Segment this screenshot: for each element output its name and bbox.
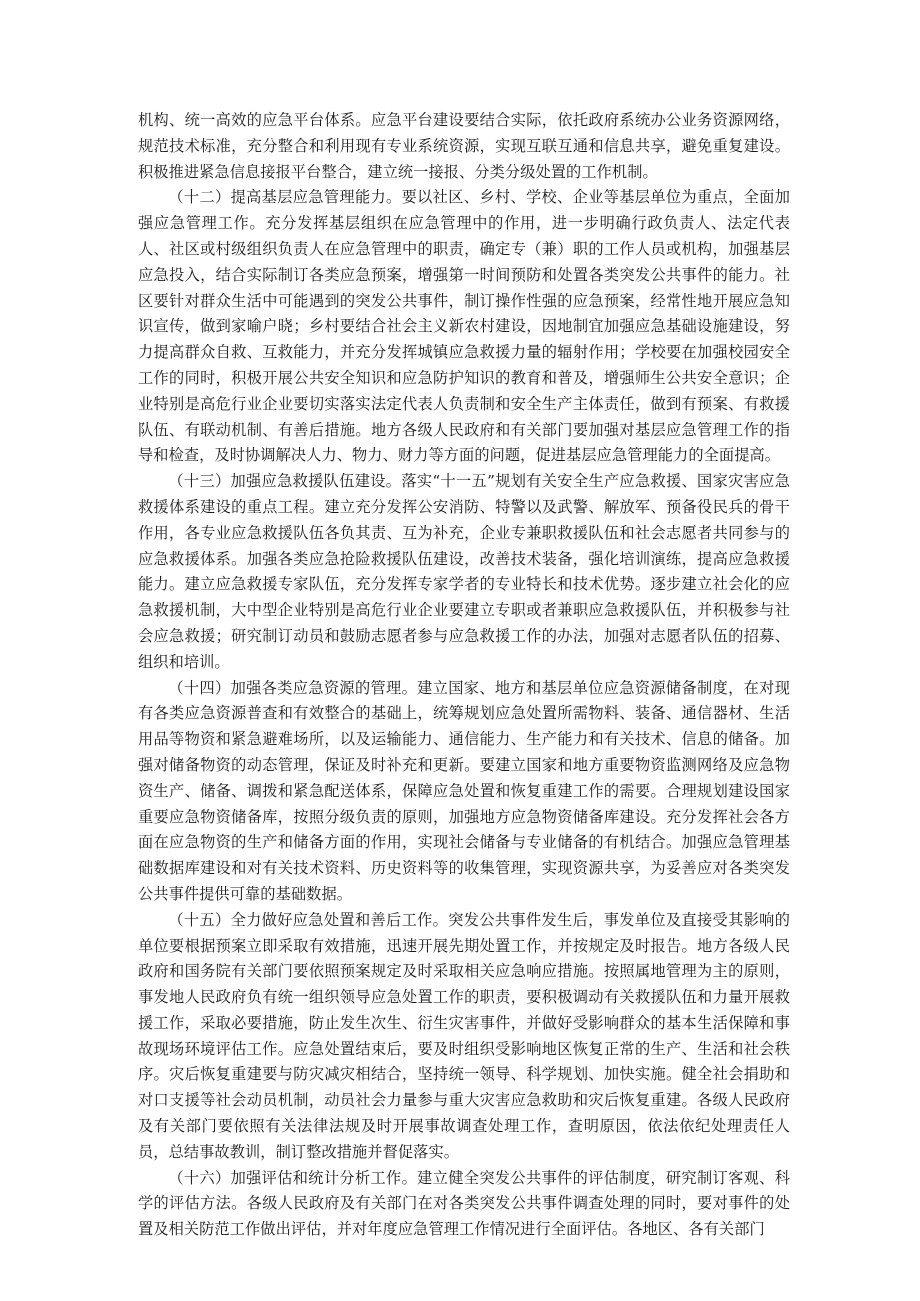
paragraph-continuation: 机构、统一高效的应急平台体系。应急平台建设要结合实际，依托政府系统办公业务资源网络，规范技术标准，充分整合和利用现有专业系统资源，实现互联互通和信息共享，避免重复建设。积极推进紧急信息接报平台整合，建立统一接报、分类分级处置的工作机制。 — [138, 111, 790, 181]
paragraph-section-15: （十五）全力做好应急处置和善后工作。突发公共事件发生后，事发单位及直接受其影响的单位要根据预案立即采取有效措施，迅速开展先期处置工作，并按规定及时报告。地方各级人民政府和国务院有关部门要依照预案规定及时采取相关应急响应措施。按照属地管理为主的原则，事发地人民政府负有统一组织领导应急处置工作的职责，要积极调动有关救援队伍和力量开展救援工作，采取必要措施，防止发生次生、衍生灾害事件，并做好受影响群众的基本生活保障和事故现场环境评估工作。应急处置结束后，要及时组织受影响地区恢复正常的生产、生活和社会秩序。灾后恢复重建要与防灾减灾相结合，坚持统一领导、科学规划、加快实施。健全社会捐助和对口支援等社会动员机制，动员社会力量参与重大灾害应急救助和灾后恢复重建。各级人民政府及有关部门要依照有关法律法规及时开展事故调查处理工作，查明原因，依法依纪处理责任人员，总结事故教训，制订整改措施并督促落实。 — [138, 910, 790, 1161]
paragraph-section-12: （十二）提高基层应急管理能力。要以社区、乡村、学校、企业等基层单位为重点，全面加强应急管理工作。充分发挥基层组织在应急管理中的作用，进一步明确行政负责人、法定代表人、社区或村级组织负责人在应急管理中的职责，确定专（兼）职的工作人员或机构，加强基层应急投入，结合实际制订各类应急预案，增强第一时间预防和处置各类突发公共事件的能力。社区要针对群众生活中可能遇到的突发公共事件，制订操作性强的应急预案，经常性地开展应急知识宣传，做到家喻户晓；乡村要结合社会主义新农村建设，因地制宜加强应急基础设施建设，努力提高群众自救、互救能力，并充分发挥城镇应急救援力量的辐射作用；学校要在加强校园安全工作的同时，积极开展公共安全知识和应急防护知识的教育和普及，增强师生公共安全意识；企业特别是高危行业企业要切实落实法定代表人负责制和安全生产主体责任，做到有预案、有救援队伍、有联动机制、有善后措施。地方各级人民政府和有关部门要加强对基层应急管理工作的指导和检查，及时协调解决人力、物力、财力等方面的问题，促进基层应急管理能力的全面提高。 — [138, 188, 790, 465]
document-body — [138, 108, 790, 1243]
paragraph-section-13: （十三）加强应急救援队伍建设。落实“十一五”规划有关安全生产应急救援、国家灾害应急救援体系建设的重点工程。建立充分发挥公安消防、特警以及武警、解放军、预备役民兵的骨干作用，各专业应急救援队伍各负其责、互为补充，企业专兼职救援队伍和社会志愿者共同参与的应急救援体系。加强各类应急抢险救援队伍建设，改善技术装备，强化培训演练，提高应急救援能力。建立应急救援专家队伍，充分发挥专家学者的专业特长和技术优势。逐步建立社会化的应急救援机制，大中型企业特别是高危行业企业要建立专职或者兼职应急救援队伍，并积极参与社会应急救援；研究制订动员和鼓励志愿者参与应急救援工作的办法，加强对志愿者队伍的招募、组织和培训。 — [138, 472, 790, 671]
paragraph-section-14: （十四）加强各类应急资源的管理。建立国家、地方和基层单位应急资源储备制度，在对现有各类应急资源普查和有效整合的基础上，统筹规划应急处置所需物料、装备、通信器材、生活用品等物资和紧急避难场所，以及运输能力、通信能力、生产能力和有关技术、信息的储备。加强对储备物资的动态管理，保证及时补充和更新。要建立国家和地方重要物资监测网络及应急物资生产、储备、调拨和紧急配送体系，保障应急处置和恢复重建工作的需要。合理规划建设国家重要应急物资储备库，按照分级负责的原则，加强地方应急物资储备库建设。充分发挥社会各方面在应急物资的生产和储备方面的作用，实现社会储备与专业储备的有机结合。加强应急管理基础数据库建设和对有关技术资料、历史资料等的收集管理，实现资源共享，为妥善应对各类突发公共事件提供可靠的基础数据。 — [138, 678, 790, 903]
paragraph-section-16: （十六）加强评估和统计分析工作。建立健全突发公共事件的评估制度，研究制订客观、科学的评估方法。各级人民政府及有关部门在对各类突发公共事件调查处理的同时，要对事件的处置及相关防范工作做出评估，并对年度应急管理工作情况进行全面评估。各地区、各有关部门 — [138, 1168, 790, 1239]
